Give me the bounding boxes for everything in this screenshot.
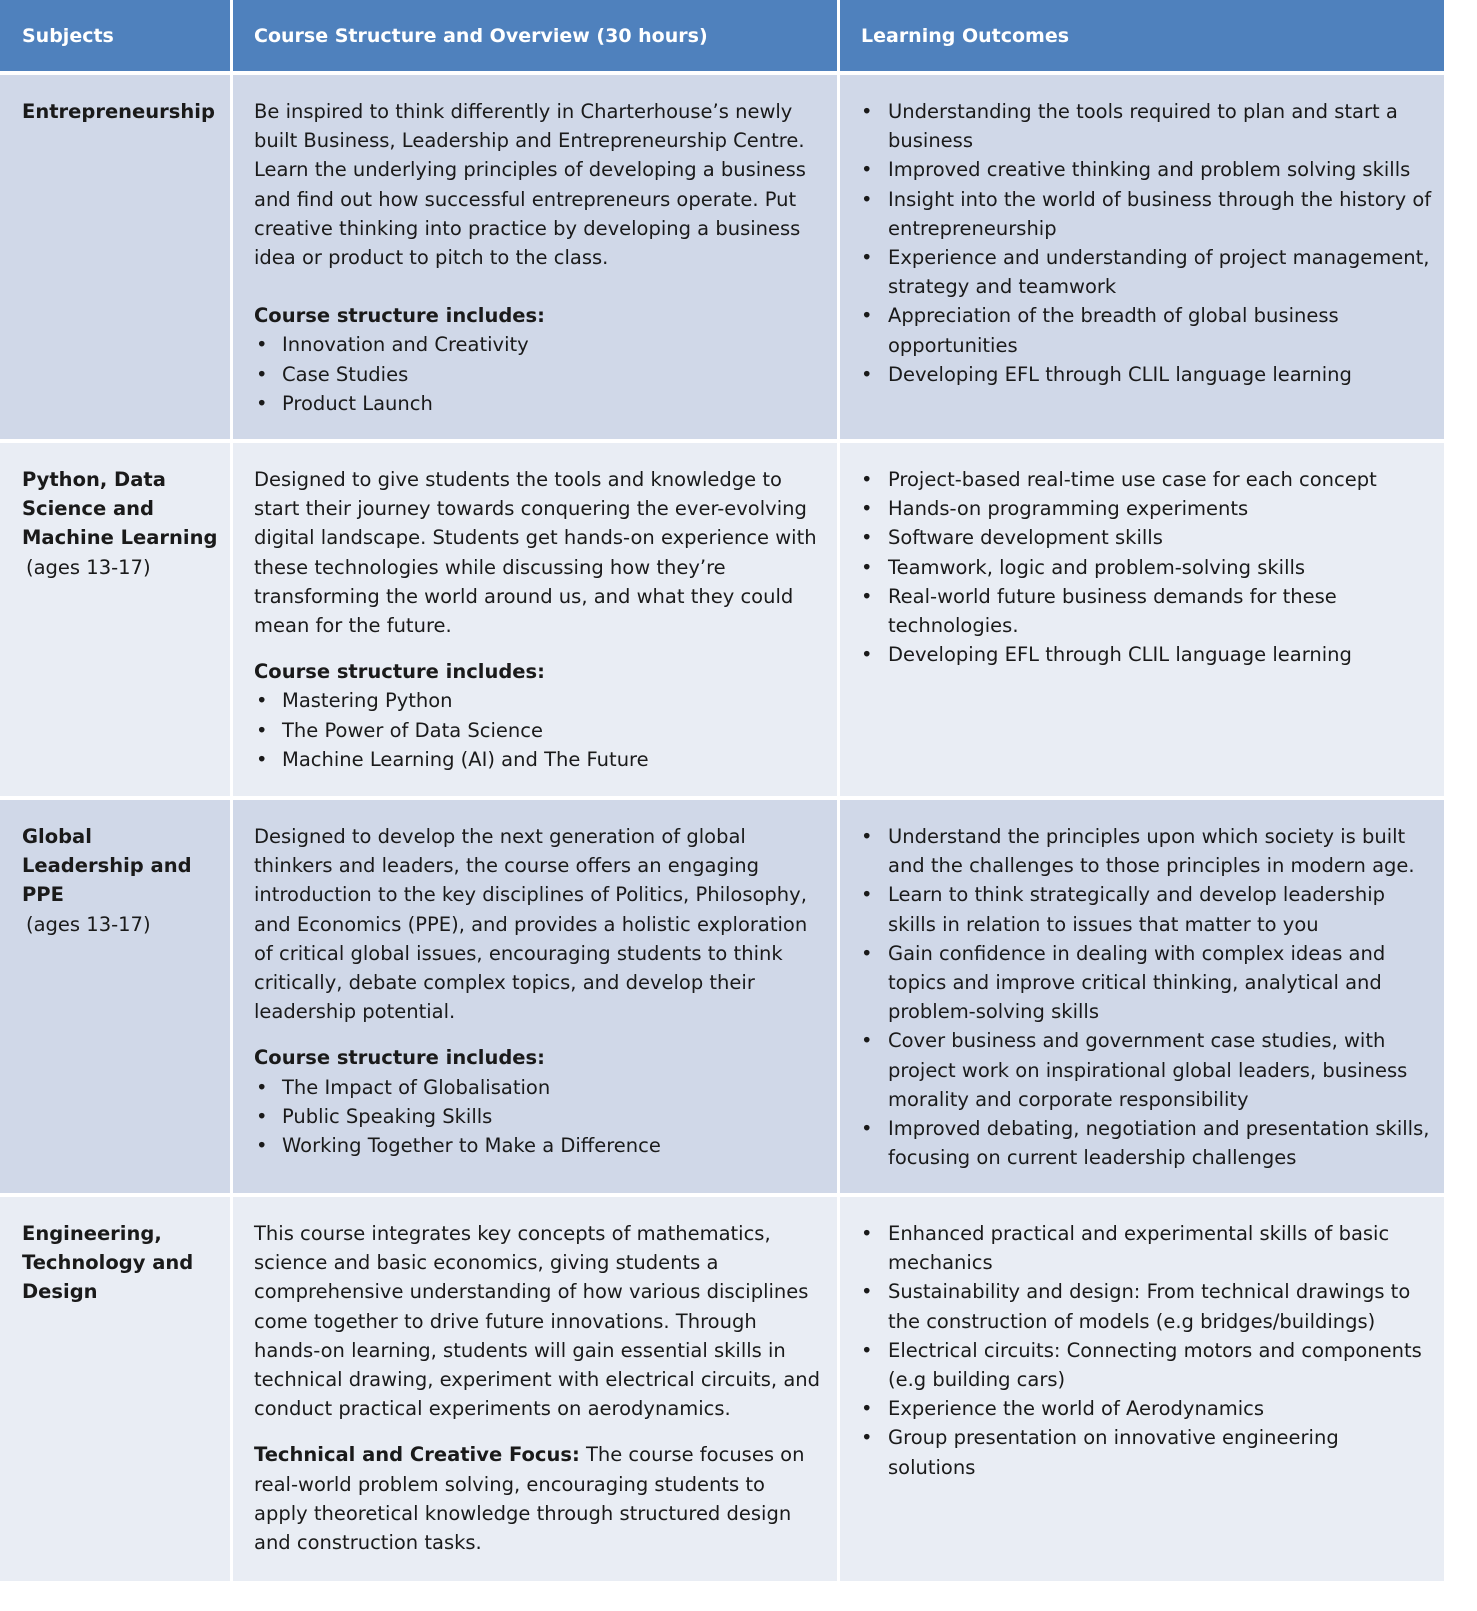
subject-title: Engineering, Technology and Design	[22, 1222, 194, 1304]
outcomes-cell	[840, 443, 1444, 796]
header-course-structure: Course Structure and Overview (30 hours)	[233, 0, 837, 71]
list-item: • Appreciation of the breadth of global business opportunities	[861, 301, 1432, 359]
overview-cell	[233, 443, 837, 796]
overview-cell	[233, 1197, 837, 1581]
list-item: • Machine Learning (AI) and The Future	[254, 745, 823, 774]
list-item: • Enhanced practical and experimental skills of basic mechanics	[861, 1219, 1432, 1277]
subject-title: Global Leadership and PPE	[22, 825, 192, 907]
list-item: • Developing EFL through CLIL language learning	[861, 640, 1432, 669]
overview-text: This course integrates key concepts of mathematics, science and basic economics, giving students a comprehensive understanding of how various disciplines come together to drive future innovations. Through hands-on learning, students will gain essential skills in technical drawing, experiment with electrical circuits, and conduct practical experiments on aerodynamics.	[254, 1222, 821, 1421]
header-subjects: Subjects	[0, 0, 230, 71]
list-item: • Understand the principles upon which society is built and the challenges to those principles in modern age.	[861, 822, 1432, 880]
focus-heading: Technical and Creative Focus:	[254, 1443, 580, 1467]
list-item: • Gain confidence in dealing with complex ideas and topics and improve critical thinking, analytical and problem-solving skills	[861, 939, 1432, 1027]
list-item: • The Power of Data Science	[254, 716, 823, 745]
overview-text: Designed to give students the tools and knowledge to start their journey towards conquering the ever-evolving digital landscape. Students get hands-on experience with these technologies while discussing how they’re transforming the world around us, and what they could mean for the future.	[254, 468, 817, 638]
list-item: • Software development skills	[861, 523, 1432, 552]
overview-text: Be inspired to think differently in Charterhouse’s newly built Business, Leadership and Entrepreneurship Centre. Learn the underlying principles of developing a business and find out how successful entrepreneurs operate. Put creative thinking into practice by developing a business idea or product to pitch to the class.	[254, 100, 806, 270]
subject-ages: (ages 13-17)	[26, 912, 151, 936]
overview-cell	[233, 800, 837, 1193]
list-item: • Sustainability and design: From technical drawings to the construction of models (e.g bridges/buildings)	[861, 1277, 1432, 1335]
list-item: • Learn to think strategically and develop leadership skills in relation to issues that matter to you	[861, 880, 1432, 938]
focus-paragraph	[254, 1440, 823, 1557]
subject-cell	[0, 1197, 230, 1581]
focus-text: The course focuses on real-world problem solving, encouraging students to apply theoretical knowledge through structured design and construction tasks.	[254, 1443, 805, 1555]
list-item: • Public Speaking Skills	[254, 1102, 823, 1131]
list-item: • Real-world future business demands for these technologies.	[861, 582, 1432, 640]
structure-list	[254, 330, 823, 418]
list-item: • Mastering Python	[254, 686, 823, 715]
list-item: • Improved creative thinking and problem solving skills	[861, 155, 1432, 184]
subject-title: Entrepreneurship	[22, 100, 215, 123]
outcomes-list	[861, 1219, 1432, 1482]
subject-ages: (ages 13-17)	[26, 555, 151, 579]
list-item: • Cover business and government case studies, with project work on inspirational global leaders, business morality and corporate responsibility	[861, 1026, 1432, 1114]
subject-cell	[0, 75, 230, 439]
list-item: • Insight into the world of business through the history of entrepreneurship	[861, 185, 1432, 243]
list-item: • Working Together to Make a Difference	[254, 1131, 823, 1160]
structure-heading: Course structure includes:	[254, 1046, 545, 1070]
list-item: • The Impact of Globalisation	[254, 1073, 823, 1102]
list-item: • Experience and understanding of project management, strategy and teamwork	[861, 243, 1432, 301]
structure-heading: Course structure includes:	[254, 304, 545, 328]
header-learning-outcomes: Learning Outcomes	[840, 0, 1444, 71]
outcomes-cell	[840, 800, 1444, 1193]
list-item: • Innovation and Creativity	[254, 330, 823, 359]
list-item: • Experience the world of Aerodynamics	[861, 1394, 1432, 1423]
subject-cell	[0, 443, 230, 796]
list-item: • Group presentation on innovative engineering solutions	[861, 1423, 1432, 1481]
list-item: • Hands-on programming experiments	[861, 494, 1432, 523]
list-item: • Developing EFL through CLIL language learning	[861, 360, 1432, 389]
list-item: • Improved debating, negotiation and presentation skills, focusing on current leadership challenges	[861, 1114, 1432, 1172]
outcomes-list	[861, 97, 1432, 389]
list-item: • Understanding the tools required to plan and start a business	[861, 97, 1432, 155]
list-item: • Teamwork, logic and problem-solving skills	[861, 553, 1432, 582]
list-item: • Product Launch	[254, 389, 823, 418]
list-item: • Case Studies	[254, 360, 823, 389]
outcomes-cell	[840, 1197, 1444, 1581]
list-item: • Project-based real-time use case for each concept	[861, 465, 1432, 494]
structure-list	[254, 1073, 823, 1161]
overview-text: Designed to develop the next generation of global thinkers and leaders, the course offers an engaging introduction to the key disciplines of Politics, Philosophy, and Economics (PPE), and provides a holistic exploration of critical global issues, encouraging students to think critically, debate complex topics, and develop their leadership potential.	[254, 825, 808, 1024]
subject-title: Python, Data Science and Machine Learning	[22, 468, 218, 550]
outcomes-list	[861, 822, 1432, 1172]
outcomes-cell	[840, 75, 1444, 439]
list-item: • Electrical circuits: Connecting motors and components (e.g building cars)	[861, 1336, 1432, 1394]
structure-heading: Course structure includes:	[254, 660, 545, 684]
overview-cell	[233, 75, 837, 439]
subject-cell	[0, 800, 230, 1193]
structure-list	[254, 686, 823, 774]
outcomes-list	[861, 465, 1432, 669]
